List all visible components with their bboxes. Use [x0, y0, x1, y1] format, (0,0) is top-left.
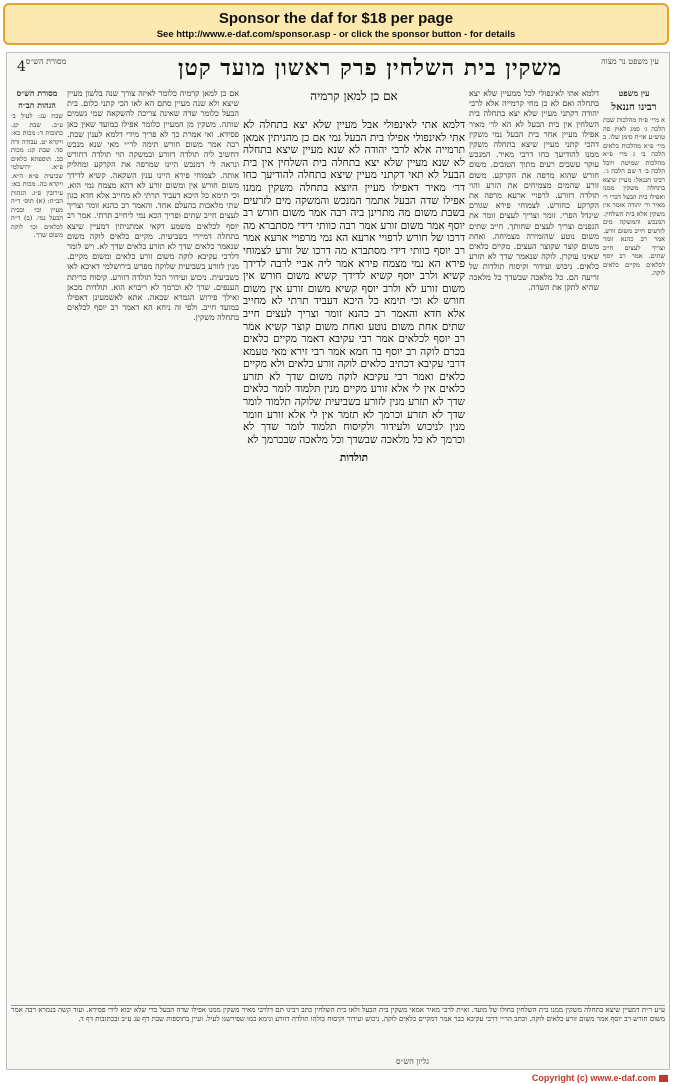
page-header: משקין בית השלחין פרק ראשון מועד קטן [177, 55, 563, 81]
masoret-hashas-label: מסורת הש״ס [16, 89, 58, 98]
bottom-notes: ע״ע ר״ת דמעיין שיצא בתחלה משקין ממנו בית השלחין בחולו של מועד. וא״ת לרבי מאיר אמאי משקין בית הבעל ולאו בית השלחין כתב רבינו תם דלרבי מאיר משקין ממנו אפילו שדה הבעל כדי שלא יבוא לידי פסידא. ועוד קשה בגמרא רבה אמר משום חורש רב יוסף אמר משום זורע כלאים לוקה. וכתב הר״י דרבי עקיבא כבר אמר דמקיים כלאים לוקה. ניכוש ועידור וקיסוח כולהו תולדה דזורע ונימא כמו שפירשנו לעיל. ועיין בתוספות שבת דף עג ע״ב ובכתובות דף ד. [11, 1005, 665, 1056]
masoret-hashas-text: שבת עג: לעיל ב׳ ע״ב. שבת קג. כתובות ד: מכות כא: ויקרא יט. עבודה זרה סד. שבת קג: מכות כב. תוספתא כלאים פ״א. ירושלמי שביעית פ״א ה״א. ויקרא כה. מכות כא: עירובין פ״ג. הגהות הב״ח: (א) תוס׳ ד״ה מעיין וכו׳ ובבית הבעל נמי. (ב) ד״ה לכלאים וכו׳ לוקה משום שדך. [11, 112, 63, 239]
rabbeinu-chananel-label: רבינו חננאל [611, 101, 657, 113]
talmud-page [6, 52, 670, 1070]
gemara-text: דלמא אתי לאינפולי אבל מעיין שלא יצא בתחלה לא אתי לאינפולי אפילו בית הבעל נמי אם כן מהניתין אמאן תרמייה אלא לרבי יהודה לא שנא מעיין שיצא בתחלה לא שנא מעיין שלא יצא בתחלה בית השלחין אין בית הבעל לא תאי דקתני מעיין שיצא בתחלה להודיעך כחו דר׳ מאיר דאפילו מעיין היוצא בתחלה משקין ממנו אפילו שדה הבעל אתמר המנכש והמשקה מים לזרעים בשבת משום מה מתרינן ביה רבה אמר משום חורש רב יוסף אמר משום זורע אמר רבה כוותי דידי מסתברא מה דרכו של חורש לרפויי ארעא הא נמי מרפויי ארעא אמר רב יוסף כוותי דידי מסתברא מה דרכו של זורע לצמוחי פירא הא נמי מצמח פירא אמר ליה אביי לרבה לדידך קשיא ולרב יוסף קשיא לדידך קשיא משום חורש אין משום זורע לא ולרב יוסף קשיא משום זורע אין משום חורש לא וכי תימא כל היכא דעביד תרתי לא מחייב אלא חדא והאמר רב כהנא זומר וצריך לעצים חייב שתים אחת משום נוטע ואחת משום קוצר קשיא אמר רב יוסף לכלאים אמר רבי עקיבא דאמר מקיים כלאים בכרם לוקה רב יוסף בר חמא אמר רבי זירא מאי טעמא דרבי עקיבא דכתיב כלאים לוקה זורע כלאים ולא מקיים כלאים ואמר רבי עקיבא לוקה משום שדך לא תזרע כלאים אין לי אלא זורע מקיים מנין תלמוד לומר כלאים שדך לא תזרע מנין לזורע בשביעית שלוקה תלמוד לומר שדך לא תזרע וכרמך לא תזמר אין לי אלא זורע וזומר מנין לניכוש ולעידור ולקיסוח תלמוד לומר שדך לא וכרמך לא כל מלאכה שבשדך וכל מלאכה שבכרמך לא [243, 119, 465, 446]
rashi-text: דלמא אתי לאינפולי לכל ממעיין שלא יצא בתחלה ואם לא כן מחי קרמייה אלא לרבי יהודה דקתני מעיין שלא יצא בתחלה בית השלחין אין בית הבעל לא הא לר׳ מאיר אפילו מעיין אחר בית הבעל נמי משקין דהכי קתני מעיין שיצא בתחלה משקין ממנו להודיעך כחו דרבי מאיר. המנכש עוקר עשבים רעים מתוך הטובים. משום חורש שהוא מרפה את הקרקע. משום זורע שהמים מצמיחים את הזרע והוי תולדה דזורע. לרפויי ארעא מרפה את הקרקע כחורש. לצמוחי פירא שגורם שיגדל הפרי. זומר וצריך לעצים זומר את הגפנים וצריך לעצים שחותך. חייב שתים משום נוטע שהזמירה מצמיחה. ואחת משום קוצר שקוצר העצים. מקיים כלאים שאינו עוקרן. לוקה שנאמר שדך לא תזרע כלאים. ניכוש ועידור וקיסוח תולדות של זריעה הם. כל מלאכה שבשדך כל מלאכה שהיא לתקן את השדה. [469, 89, 599, 292]
masoret-hashas-column [11, 89, 63, 989]
header-label-right: עין משפט נר מצוה [601, 57, 659, 66]
copyright-text[interactable]: Copyright (c) www.e-daf.com [531, 1073, 656, 1083]
gemara-column [243, 119, 465, 999]
header-label-left: מסורת הש״ס [25, 57, 67, 66]
gemara-closing: תולדות [339, 452, 369, 465]
sponsor-banner-title[interactable]: Sponsor the daf for $18 per page [218, 10, 454, 27]
tosafot-text: אם כן למאן קרמיה כלומר לאיזה צורך שנה בלשון מעיין שיצא ולא שנה מעיין סתם הא לאו הכי קתני כלום. בית הבעל כלומר שדה שאינה צריכה להשקאה שמי גשמים שותה. משקין מן המעיין כלומר אפילו במועד שאין כאן פסידא. ואי אמרת כך לא פריך מידי דלמא לענין שבת. רבה אמר משום חורש תימה לר״י מאי שנא מנכש דחשיב ליה תולדה דזורע ובמשקה הוי תולדה דחורש ונראה לי דמנכש היינו שמרפה את הקרקע ומחליק אותה. לצמוחי פירא היינו ענין השקאה. קשיא לדידך משום חורש אין ומשום זורע לא דהא מצמח נמי הוא. וכי תימא כל היכא דעביד תרתי לא מחייב אלא חדא כגון שתי מלאכות בהעלם אחד. והאמר רב כהנא זומר וצריך לעצים חייב שתים ופריך הכא נמי ליחייב תרתי. אמר רב יוסף לכלאים משמע דקאי אמתניתין דמעיין שיצא בתחלה דמיירי בשביעית. מקיים כלאים לוקה משום שנאמר כלאים שדך לא תזרע כלאים שדך לא. ויש לומר דלרבי עקיבא לוקה משום זורע כלאים ומשום מקיים. מנין לזורע בשביעית שלוקה מפרש בירושלמי דאיכא לאו בשביעית. ניכוש ועידור הכל תולדה דזורע. קיסוח כריתת הענפים. שדך לא וכרמך לא ריבויא הוא. תולדות מכאן ואילך פירוש הגמרא שבאה. אתא לאשמעינן דאפילו במועד חייב. ולפי זה ניחא הא דאמר רב יוסף לכלאים בתחלה משקין. [67, 89, 239, 323]
ein-mishpat-column [603, 89, 665, 989]
ein-mishpat-text: א מיי׳ פ״ח מהלכות שבת הלכה ג׳ סמג לאוין סה טוש״ע או״ח סימן שלו. ב מיי׳ פ״א מהלכות כלאים הלכה ב׳ ג מיי׳ פ״א מהלכות שמיטה ויובל הלכה ב׳ ד שם הלכה ג׳. רבינו חננאל: מעיין שיצא בתחלה משקין ממנו ואפילו בית הבעל דברי ר׳ מאיר ור׳ יהודה אומר אין משקין אלא בית השלחין. המנכש והמשקה מים לזרעים חייב משום זורע. אמר רב כהנא זומר וצריך לעצים חייב שתים. אמר רב יוסף לכלאים מקיים כלאים לוקה. [603, 116, 665, 277]
sponsor-banner[interactable] [3, 3, 669, 45]
gilyon-hashas-label: גליון הש״ס [396, 1057, 429, 1066]
flag-icon [659, 1075, 668, 1082]
page-number: 4 [17, 59, 26, 75]
copyright-link[interactable] [532, 1073, 668, 1083]
ein-mishpat-label: עין משפט [618, 89, 650, 98]
hagahot-label: הגהות הב״ח [18, 99, 56, 110]
rashi-column [469, 89, 599, 1004]
gemara-opening [243, 89, 465, 117]
sponsor-banner-subtitle[interactable]: See http://www.e-daf.com/sponsor.asp - or click the sponsor button - for details [156, 29, 516, 40]
gemara-opening-words: אם כן למאן קרמיה [310, 89, 398, 103]
tosafot-column [67, 89, 239, 1004]
